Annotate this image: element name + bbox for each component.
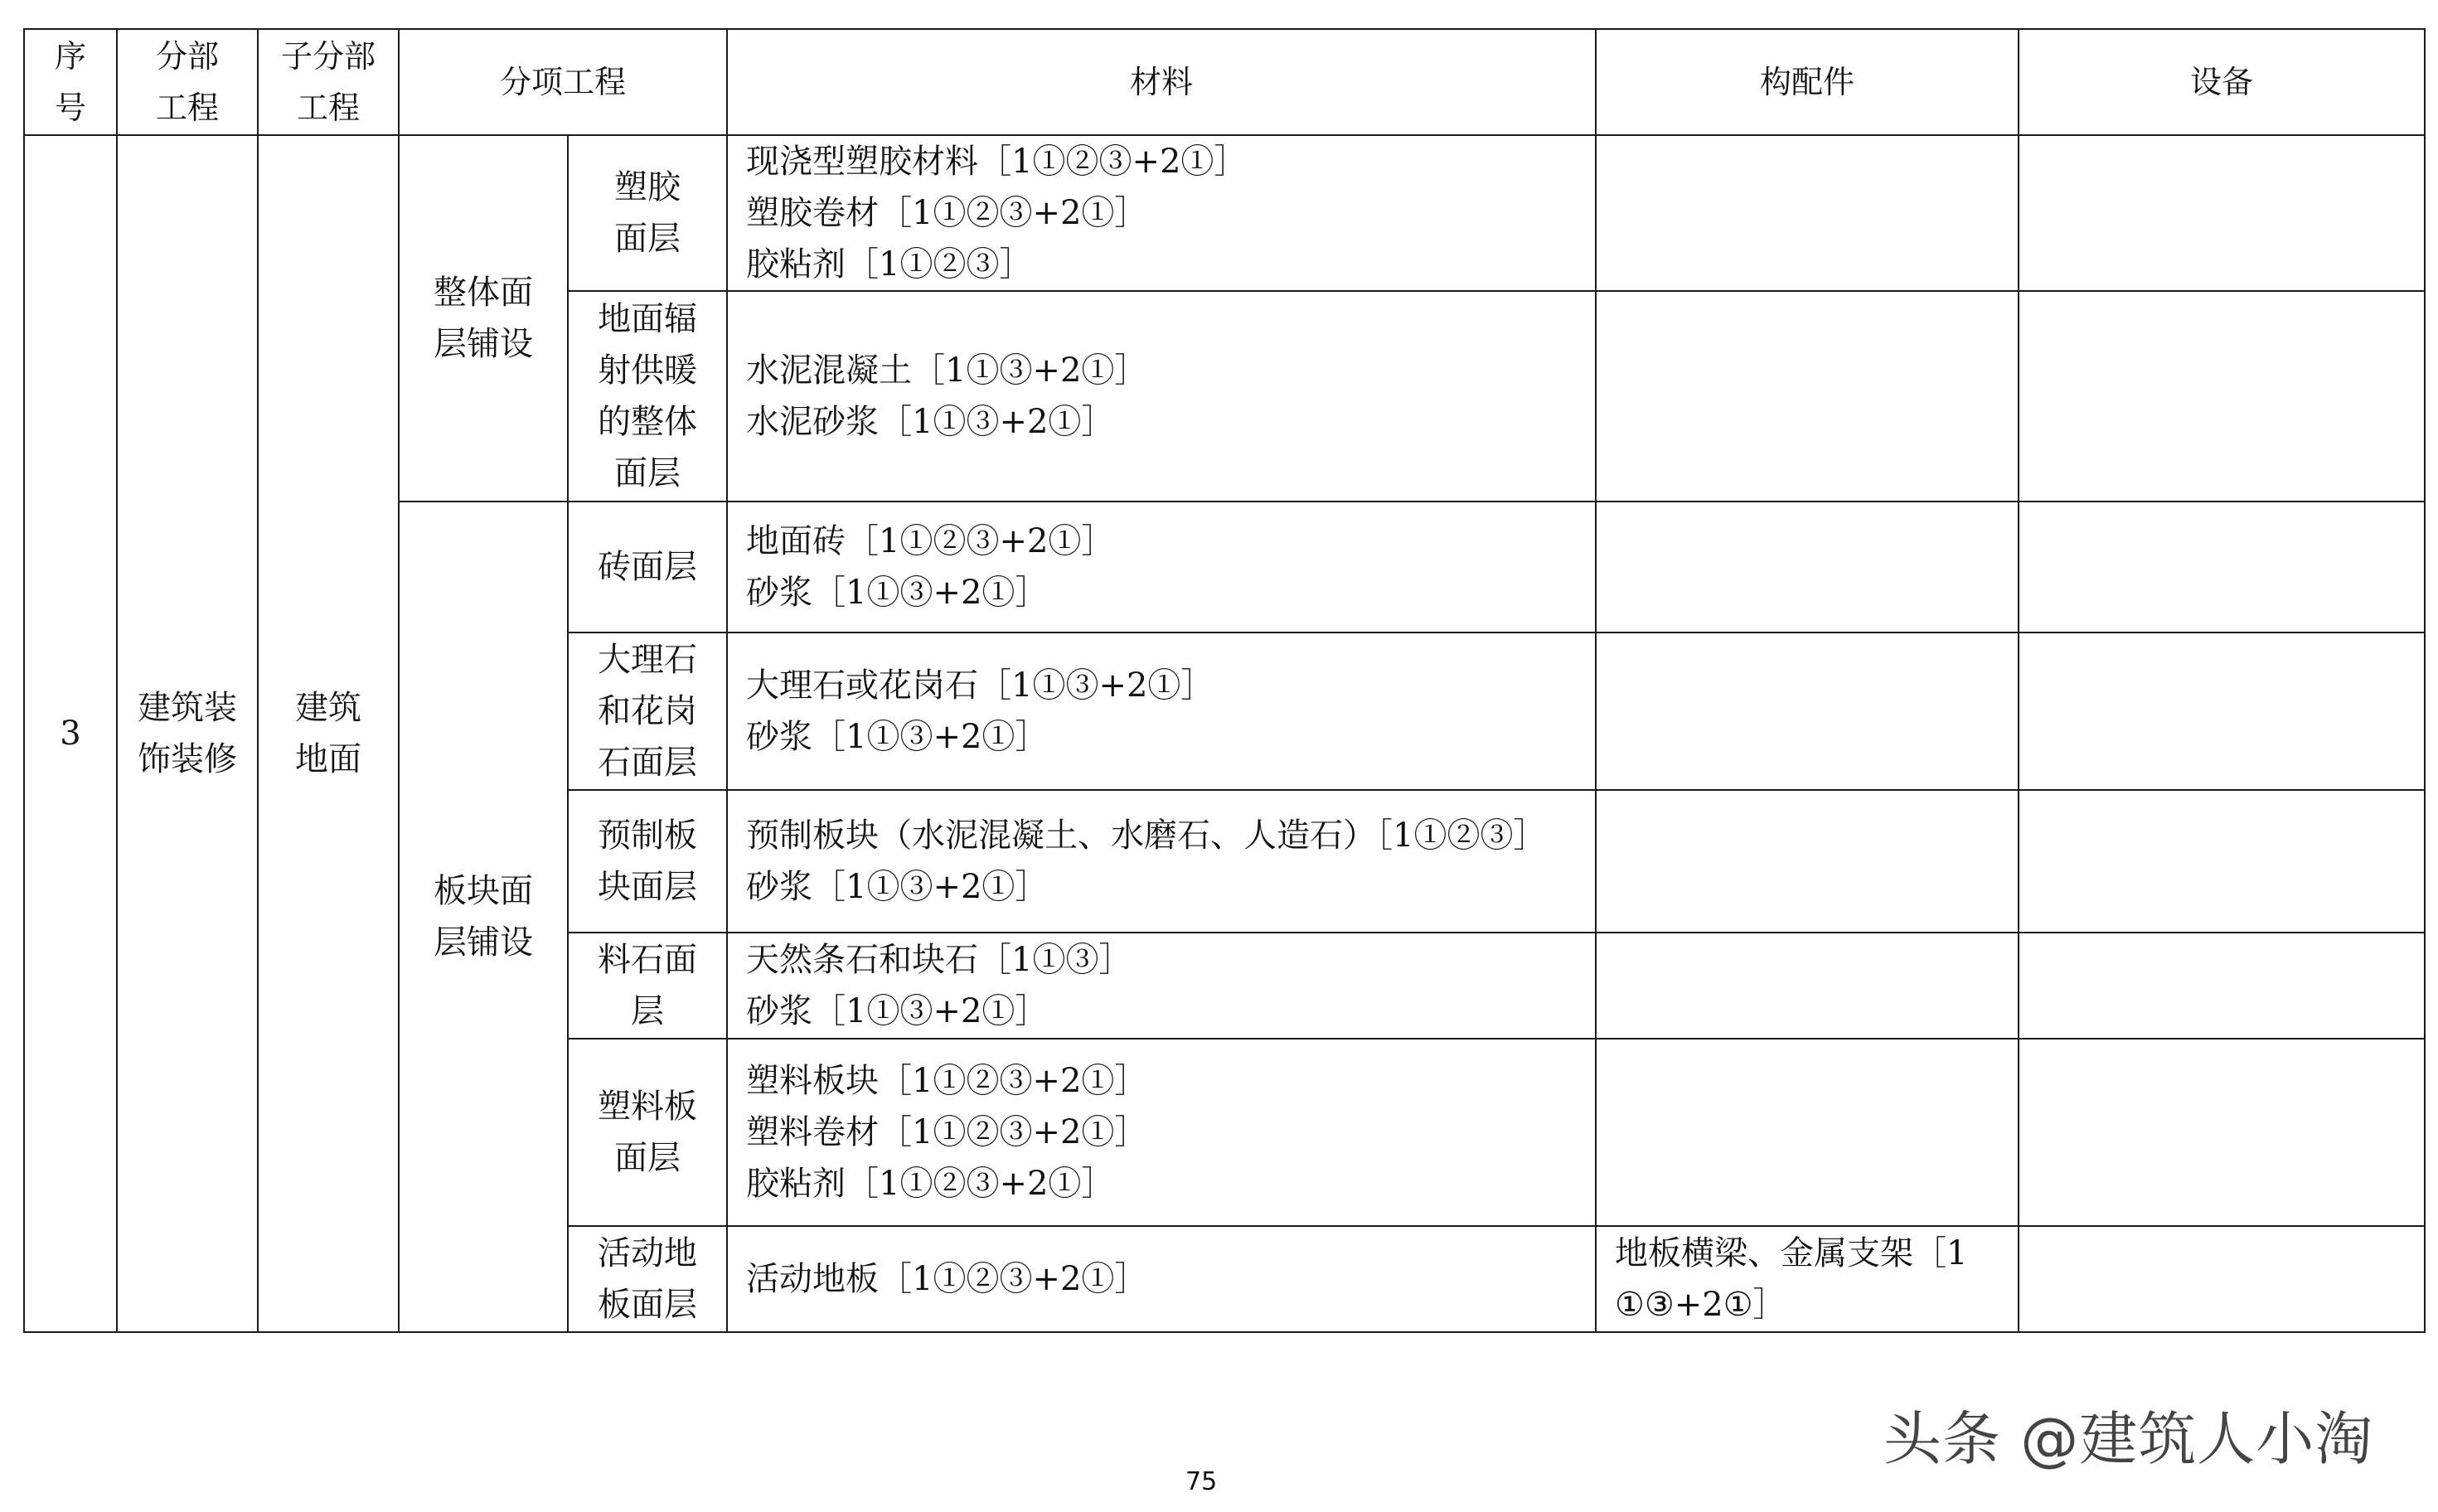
page-number: 75 (1185, 1467, 1218, 1496)
materials-cell (727, 790, 1596, 933)
division-line2: 饰装修 (138, 740, 237, 778)
material-line: 砂浆［1①③+2①］ (746, 868, 1049, 906)
material-line: 塑料板块［1①②③+2①］ (746, 1062, 1148, 1100)
item-line: 料石面 (598, 941, 697, 979)
group-line2: 层铺设 (434, 923, 533, 962)
item-cell (568, 1039, 727, 1226)
material-line: 砂浆［1①③+2①］ (746, 718, 1049, 756)
material-line: 水泥混凝土［1①③+2①］ (746, 351, 1148, 390)
item-line: 和花岗 (598, 692, 697, 730)
group-line2: 层铺设 (434, 325, 533, 363)
header-subdivision-line1: 子分部 (280, 38, 376, 75)
materials-cell (727, 135, 1596, 291)
components-cell (1596, 933, 2019, 1039)
header-row (24, 29, 2425, 135)
material-line: 塑料卷材［1①②③+2①］ (746, 1113, 1148, 1151)
item-line: 石面层 (598, 744, 697, 782)
item-line: 预制板 (598, 817, 697, 855)
item-line: 面层 (614, 1139, 681, 1177)
item-line: 面层 (614, 220, 681, 258)
group-line1: 整体面 (434, 274, 533, 312)
materials-cell (727, 1226, 1596, 1332)
item-cell (568, 1226, 727, 1332)
component-line: ①③+2①］ (1615, 1286, 1786, 1324)
item-line: 面层 (614, 454, 681, 492)
material-line: 胶粘剂［1①②③+2①］ (746, 1165, 1115, 1203)
header-seq (24, 29, 117, 135)
header-seq-line1: 序 (54, 38, 86, 75)
material-line: 胶粘剂［1①②③］ (746, 245, 1033, 284)
division-cell (117, 135, 258, 1332)
item-line: 射供暖 (598, 351, 697, 390)
item-line: 塑胶 (614, 168, 681, 206)
item-line: 砖面层 (598, 548, 697, 586)
item-cell (568, 790, 727, 933)
material-line: 砂浆［1①③+2①］ (746, 574, 1049, 612)
components-cell (1596, 291, 2019, 502)
seq-cell: 3 (24, 135, 117, 1332)
item-line: 块面层 (598, 868, 697, 906)
header-equipment: 设备 (2019, 29, 2425, 135)
header-materials: 材料 (727, 29, 1596, 135)
components-cell (1596, 1226, 2019, 1332)
group-line1: 板块面 (434, 872, 533, 910)
item-cell (568, 933, 727, 1039)
subdivision-cell (258, 135, 399, 1332)
header-division-line2: 工程 (155, 90, 219, 126)
material-line: 砂浆［1①③+2①］ (746, 992, 1049, 1030)
equipment-cell (2019, 632, 2425, 790)
subdivision-line2: 地面 (295, 740, 361, 778)
header-division-line1: 分部 (155, 38, 219, 75)
components-cell (1596, 632, 2019, 790)
material-line: 天然条石和块石［1①③］ (746, 941, 1132, 979)
material-line: 塑胶卷材［1①②③+2①］ (746, 194, 1148, 232)
components-cell (1596, 790, 2019, 933)
group-cell-block (399, 502, 568, 1332)
equipment-cell (2019, 790, 2425, 933)
material-line: 地面砖［1①②③+2①］ (746, 522, 1115, 560)
group-cell-integral (399, 135, 568, 502)
materials-cell (727, 1039, 1596, 1226)
item-line: 层 (631, 992, 664, 1030)
item-cell (568, 291, 727, 502)
equipment-cell (2019, 1226, 2425, 1332)
item-cell (568, 135, 727, 291)
spec-table (23, 28, 2426, 1333)
materials-cell (727, 632, 1596, 790)
header-seq-line2: 号 (54, 90, 86, 126)
item-cell (568, 632, 727, 790)
equipment-cell (2019, 1039, 2425, 1226)
materials-cell (727, 291, 1596, 502)
header-subdivision-line2: 工程 (296, 90, 360, 126)
item-line: 活动地 (598, 1234, 697, 1272)
equipment-cell (2019, 291, 2425, 502)
header-components: 构配件 (1596, 29, 2019, 135)
equipment-cell (2019, 933, 2425, 1039)
material-line: 现浇型塑胶材料［1①②③+2①］ (746, 143, 1248, 181)
material-line: 大理石或花岗石［1①③+2①］ (746, 666, 1214, 705)
components-cell (1596, 135, 2019, 291)
header-item: 分项工程 (399, 29, 727, 135)
subdivision-line1: 建筑 (295, 689, 361, 727)
item-cell (568, 502, 727, 632)
item-line: 板面层 (598, 1286, 697, 1324)
materials-cell (727, 933, 1596, 1039)
component-line: 地板横梁、金属支架［1 (1615, 1234, 1968, 1272)
components-cell (1596, 1039, 2019, 1226)
division-line1: 建筑装 (138, 689, 237, 727)
item-line: 大理石 (598, 641, 697, 679)
header-division (117, 29, 258, 135)
item-line: 塑料板 (598, 1088, 697, 1126)
equipment-cell (2019, 135, 2425, 291)
components-cell (1596, 502, 2019, 632)
table-row (24, 135, 2425, 291)
material-line: 活动地板［1①②③+2①］ (746, 1260, 1148, 1298)
item-line: 的整体 (598, 403, 697, 441)
materials-cell (727, 502, 1596, 632)
header-subdivision (258, 29, 399, 135)
material-line: 水泥砂浆［1①③+2①］ (746, 403, 1115, 441)
equipment-cell (2019, 502, 2425, 632)
material-line: 预制板块（水泥混凝土、水磨石、人造石）［1①②③］ (746, 817, 1547, 855)
watermark-brand: 头条 @建筑人小淘 (1883, 1405, 2374, 1473)
item-line: 地面辐 (598, 300, 697, 338)
